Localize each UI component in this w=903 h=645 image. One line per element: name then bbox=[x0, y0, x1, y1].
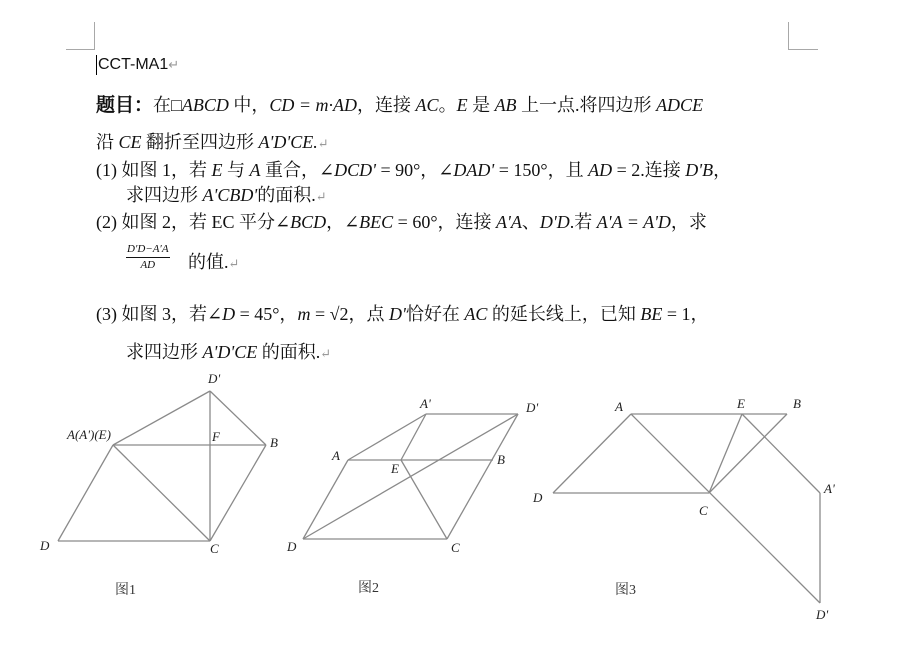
figure-segment bbox=[303, 460, 348, 539]
figure-segment bbox=[709, 414, 742, 493]
point-label: B bbox=[270, 435, 278, 450]
math-expression: m bbox=[297, 304, 311, 324]
figure-segment bbox=[631, 414, 820, 603]
point-label: A bbox=[332, 448, 340, 463]
figure-3 bbox=[532, 396, 835, 622]
text-run: 沿 bbox=[96, 132, 119, 152]
point-label: D' bbox=[526, 400, 539, 415]
point-label: C bbox=[210, 541, 219, 556]
figure-segment bbox=[401, 460, 447, 539]
text-run: 的面积. bbox=[257, 185, 316, 205]
point-label: E bbox=[391, 461, 399, 476]
figure-1 bbox=[39, 371, 278, 598]
text-run: = √2，点 bbox=[310, 304, 389, 324]
text-run: = 60°，连接 bbox=[393, 212, 497, 232]
figure-segment bbox=[303, 414, 518, 539]
text-run: = 150°，且 bbox=[494, 160, 589, 180]
text-run: 、 bbox=[521, 212, 540, 232]
figure-segment bbox=[113, 445, 210, 541]
point-label: A(A')(E) bbox=[67, 427, 111, 442]
figure-segment bbox=[58, 445, 113, 541]
text-run: .若 bbox=[569, 212, 597, 232]
figure-caption: 图3 bbox=[615, 583, 636, 598]
math-expression: E bbox=[456, 95, 468, 115]
paragraph-mark-icon: ↵ bbox=[317, 136, 329, 151]
fraction-denominator: AD bbox=[140, 259, 156, 271]
fraction-numerator: D′D−A′A bbox=[126, 243, 170, 258]
figure-segment bbox=[210, 445, 266, 541]
math-expression: A'D'CE bbox=[202, 342, 258, 362]
paragraph-mark-icon: ↵ bbox=[228, 256, 240, 271]
paragraph-mark-icon: ↵ bbox=[320, 346, 332, 361]
math-expression: BCD bbox=[290, 212, 327, 232]
point-label: D bbox=[40, 538, 50, 553]
point-label: A' bbox=[824, 481, 835, 496]
text-run: (1) 如图 1，若 bbox=[96, 160, 212, 180]
figure-caption: 图1 bbox=[115, 583, 136, 598]
figure-segment bbox=[709, 414, 787, 493]
point-label: C bbox=[451, 540, 460, 555]
figure-segment bbox=[113, 391, 210, 445]
point-label: D' bbox=[816, 607, 829, 622]
text-run: 恰好在 bbox=[405, 304, 465, 324]
text-run: 是 bbox=[467, 95, 495, 115]
text-run: 。 bbox=[438, 95, 457, 115]
math-expression: DAD' bbox=[453, 160, 495, 180]
math-expression: AB bbox=[494, 95, 517, 115]
text-run: 中， bbox=[228, 95, 270, 115]
problem-title-label: 题目： bbox=[96, 95, 154, 116]
point-label: E bbox=[737, 396, 745, 411]
math-expression: BEC bbox=[359, 212, 394, 232]
text-run: = 1， bbox=[662, 304, 709, 324]
math-expression: A'A bbox=[496, 212, 522, 232]
math-expression: CD = m·AD bbox=[269, 95, 358, 115]
text-run: 在 bbox=[153, 95, 172, 115]
text-run: 的面积. bbox=[257, 342, 321, 362]
text-run: ，∠ bbox=[326, 212, 360, 232]
text-run: = 90°，∠ bbox=[375, 160, 454, 180]
math-expression: ADCE bbox=[656, 95, 704, 115]
math-expression: AD bbox=[588, 160, 613, 180]
point-label: D bbox=[533, 490, 543, 505]
math-expression: A bbox=[249, 160, 261, 180]
figure-segment bbox=[447, 414, 518, 539]
text-run: (3) 如图 3，若∠ bbox=[96, 304, 223, 324]
paragraph-mark-icon: ↵ bbox=[168, 57, 180, 72]
text-run: 求四边形 bbox=[126, 185, 203, 205]
math-expression: D'D bbox=[539, 212, 570, 232]
text-run: ， bbox=[713, 160, 732, 180]
text-run: = 2.连接 bbox=[612, 160, 686, 180]
math-expression: D'B bbox=[685, 160, 714, 180]
point-label: B bbox=[793, 396, 801, 411]
point-label: B bbox=[497, 452, 505, 467]
point-label: D' bbox=[208, 371, 221, 386]
text-run: ，求 bbox=[670, 212, 707, 232]
point-label: D bbox=[287, 539, 297, 554]
text-run: 重合，∠ bbox=[260, 160, 335, 180]
math-expression: DCD' bbox=[334, 160, 376, 180]
figure-2 bbox=[286, 396, 538, 596]
text-run: 的延长线上，已知 bbox=[487, 304, 641, 324]
math-expression: CE bbox=[118, 132, 142, 152]
text-run: 求四边形 bbox=[126, 342, 203, 362]
math-expression: BE bbox=[640, 304, 663, 324]
math-expression: AC bbox=[464, 304, 488, 324]
math-expression: A'A = A'D bbox=[596, 212, 671, 232]
text-run: (2) 如图 2，若 EC 平分∠ bbox=[96, 212, 291, 232]
paragraph-mark-icon: ↵ bbox=[315, 189, 327, 204]
math-expression: A'D'CE. bbox=[258, 132, 318, 152]
text-run: 翻折至四边形 bbox=[141, 132, 259, 152]
point-label: F bbox=[212, 429, 220, 444]
figure-caption: 图2 bbox=[358, 581, 379, 596]
text-run: 与 bbox=[222, 160, 250, 180]
question-2-suffix: 的值. bbox=[188, 252, 229, 272]
header-code-text: CCT-MA1 bbox=[98, 56, 169, 73]
figure-segment bbox=[742, 414, 820, 493]
math-expression: AC bbox=[415, 95, 439, 115]
math-expression: A'CBD' bbox=[202, 185, 258, 205]
text-run: ，连接 bbox=[357, 95, 416, 115]
math-expression: E bbox=[211, 160, 223, 180]
point-label: A' bbox=[420, 396, 431, 411]
text-run: 上一点.将四边形 bbox=[516, 95, 657, 115]
math-expression: □ABCD bbox=[171, 95, 229, 115]
math-expression: D bbox=[222, 304, 236, 324]
figure-segment bbox=[348, 414, 426, 460]
math-expression: D' bbox=[388, 304, 406, 324]
point-label: C bbox=[699, 503, 708, 518]
point-label: A bbox=[615, 399, 623, 414]
figure-segment bbox=[553, 414, 631, 493]
text-run: = 45°， bbox=[235, 304, 298, 324]
